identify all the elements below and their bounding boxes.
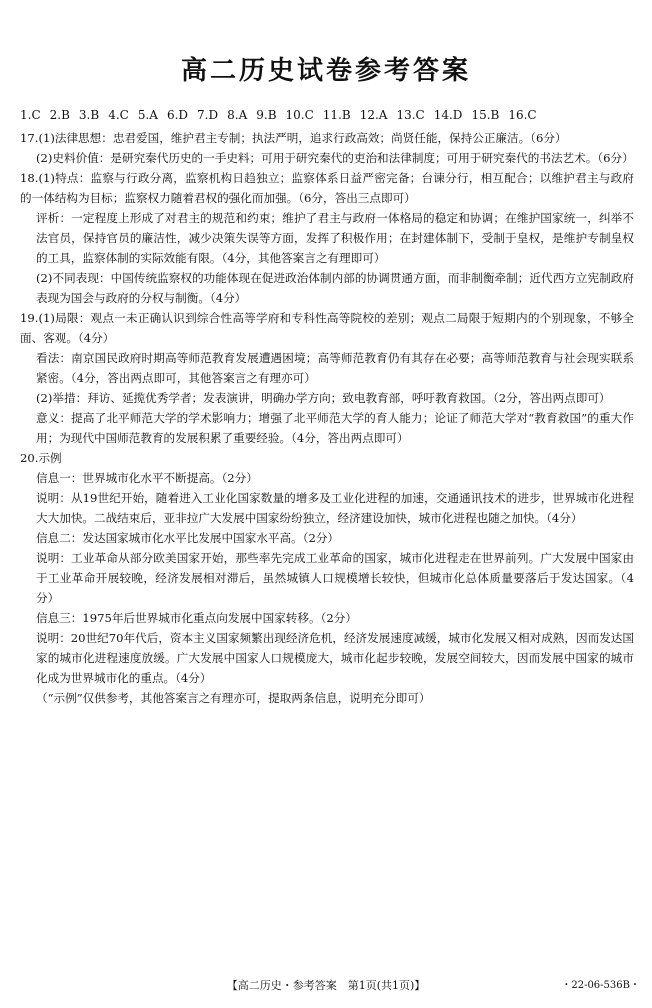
mcq-answer: 13.C bbox=[396, 108, 425, 122]
mcq-answer: 16.C bbox=[508, 108, 537, 122]
mcq-answer: 15.B bbox=[471, 108, 500, 122]
answer-paragraph: 19.(1)局限：观点一未正确认识到综合性高等学府和专科性高等院校的差别；观点二局限于短期内的个别现象，不够全面、客观。（4分） bbox=[20, 311, 634, 345]
footer-page-info: 【高二历史・参考答案 第1页(共1页)】 bbox=[226, 979, 426, 992]
mcq-answer: 8.A bbox=[227, 108, 248, 122]
answer-paragraph: （“示例”仅供参考，其他答案言之有理亦可，提取两条信息，说明充分即可） bbox=[36, 691, 431, 705]
mcq-answer: 1.C bbox=[20, 108, 41, 122]
answer-paragraph: 看法：南京国民政府时期高等师范教育发展遭遇困境；高等师范教育仍有其存在必要；高等师范教育与社会现实联系紧密。（4分，答出两点即可，其他答案言之有理亦可） bbox=[36, 351, 634, 385]
answer-paragraph: 说明：从19世纪开始，随着进入工业化国家数量的增多及工业化进程的加速，交通通讯技术的进步，世界城市化进程大大加快。二战结束后，亚非拉广大发展中国家纷纷独立，经济建设加快，城市化进程也随之加快。（4分） bbox=[36, 491, 634, 525]
mcq-answer: 11.B bbox=[322, 108, 351, 122]
mcq-answer: 3.B bbox=[78, 108, 100, 122]
answer-paragraph: 意义：提高了北平师范大学的学术影响力；增强了北平师范大学的育人能力；论证了师范大学对“教育救国”的重大作用；为现代中国师范教育的发展积累了重要经验。（4分，答出两点即可） bbox=[36, 411, 634, 445]
answer-paragraph: 20.示例 bbox=[20, 451, 62, 465]
answer-paragraph: 说明：20世纪70年代后，资本主义国家频繁出现经济危机，经济发展速度减缓，城市化发展又相对成熟，因而发达国家的城市化进程速度放缓。广大发展中国家人口规模庞大，城市化起步较晚，发展空间较大，因而发展中国家的城市化成为世界城市化的重点。（4分） bbox=[36, 631, 634, 685]
mcq-answer: 10.C bbox=[285, 108, 314, 122]
mcq-answer: 5.A bbox=[137, 108, 158, 122]
mcq-answer: 6.D bbox=[166, 108, 189, 122]
answer-paragraph: (2)史料价值：是研究秦代历史的一手史料；可用于研究秦代的吏治和法律制度；可用于研究秦代的书法艺术。（6分） bbox=[36, 151, 634, 165]
mcq-answer: 2.B bbox=[49, 108, 70, 122]
answer-paragraph: 信息二：发达国家城市化水平比发展中国家水平高。（2分） bbox=[36, 531, 340, 545]
mcq-answer: 7.D bbox=[197, 108, 219, 122]
answer-paragraph: 17.(1)法律思想：忠君爱国，维护君主专制；执法严明，追求行政高效；尚贤任能，保持公正廉洁。（6分） bbox=[20, 131, 567, 145]
answer-content bbox=[20, 128, 634, 708]
answer-paragraph: 信息一：世界城市化水平不断提高。（2分） bbox=[36, 471, 258, 485]
answer-paragraph: (2)不同表现：中国传统监察权的功能体现在促进政治体制内部的协调贯通方面，而非制衡牵制；近代西方立宪制政府表现为国会与政府的分权与制衡。（4分） bbox=[36, 271, 634, 305]
mcq-answer: 12.A bbox=[359, 108, 388, 122]
answer-paragraph: 评析：一定程度上形成了对君主的规范和约束；维护了君主与政府一体格局的稳定和协调；在维护国家统一，纠举不法官员，保持官员的廉洁性，减少决策失误等方面，发挥了积极作用；在封建体制下，受制于皇权，是维护专制皇权的工具，监察体制的实际效能有限。（4分，其他答案言之有理即可） bbox=[36, 211, 634, 265]
mcq-answer: 14.D bbox=[433, 108, 463, 122]
answer-paragraph: 说明：工业革命从部分欧美国家开始，那些率先完成工业革命的国家，城市化进程走在世界前列。广大发展中国家由于工业革命开展较晚，经济发展相对滞后，虽然城镇人口规模增长较快，但城市化总体质量要落后于发达国家。（4分） bbox=[36, 551, 634, 605]
page-footer bbox=[0, 978, 652, 994]
mcq-answer: 9.B bbox=[256, 108, 277, 122]
answer-paragraph: (2)举措：拜访、延揽优秀学者；发表演讲，明确办学方向；致电教育部，呼吁教育救国。（2分，答出两点即可） bbox=[36, 391, 611, 405]
page-title: 高二历史试卷参考答案 bbox=[180, 56, 471, 86]
mcq-answer: 4.C bbox=[108, 108, 129, 122]
answer-paragraph: 18.(1)特点：监察与行政分离，监察机构日趋独立；监察体系日益严密完备；台谏分行，相互配合；以维护君主与政府的一体结构为目标；监察权力随着君权的强化而加强。（6分，答出三点即可） bbox=[20, 171, 634, 205]
answer-paragraph: 信息三：1975年后世界城市化重点向发展中国家转移。（2分） bbox=[36, 611, 357, 625]
footer-document-code: ・22-06-536B・ bbox=[561, 980, 640, 991]
multiple-choice-answers bbox=[20, 108, 640, 122]
